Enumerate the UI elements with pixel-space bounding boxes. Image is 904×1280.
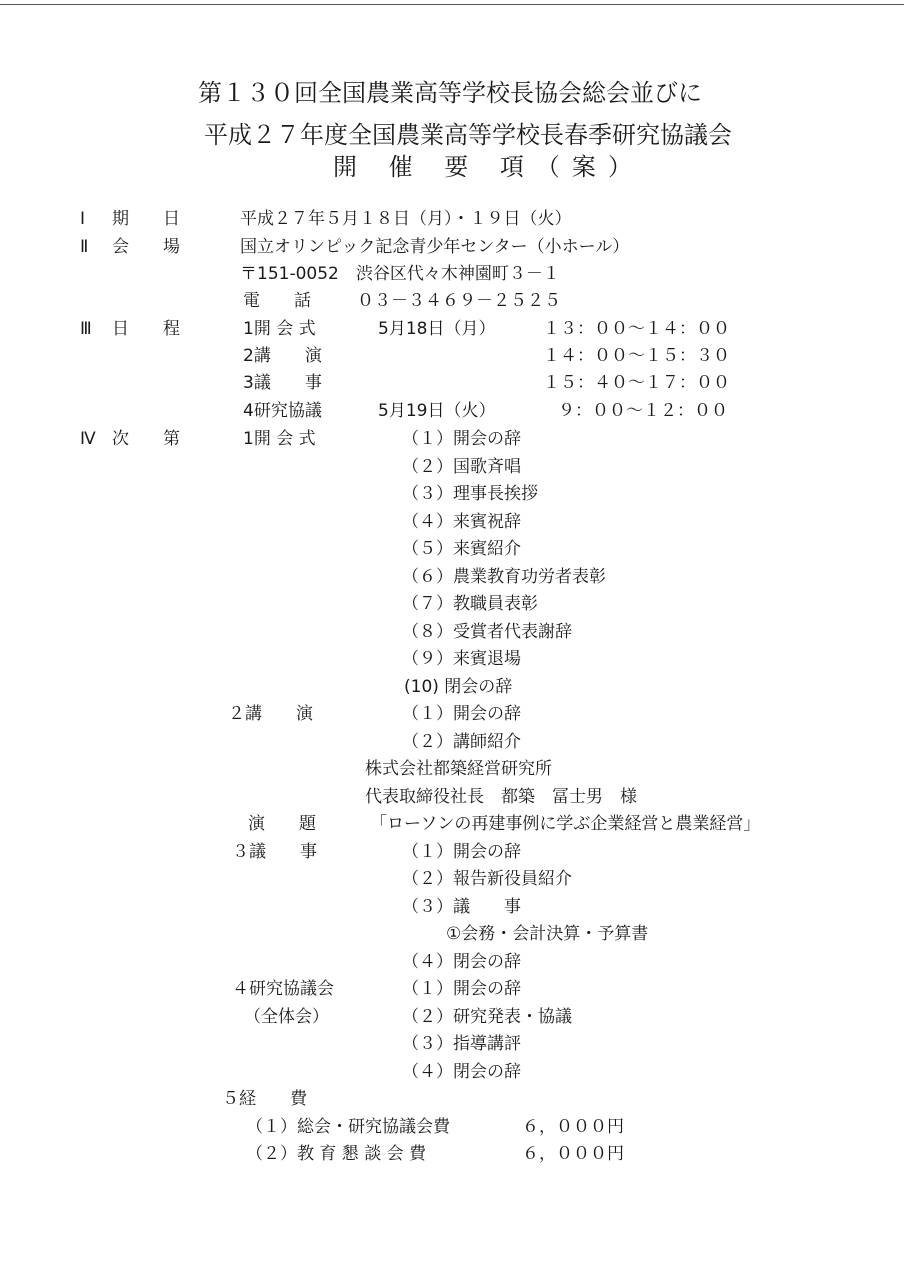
list-item: （６）農業教育功労者表彰 — [402, 567, 606, 587]
list-item: （４）閉会の辞 — [402, 952, 521, 972]
top-border-line — [0, 4, 904, 5]
title-line-1: 第１３０回全国農業高等学校長協会総会並びに — [198, 79, 702, 107]
expense-amount: ６，０００円 — [522, 1144, 624, 1164]
list-item: （３）理事長挨拶 — [402, 484, 538, 504]
lecture-company: 株式会社都築経営研究所 — [365, 759, 552, 779]
venue-name: 国立オリンピック記念青少年センター（小ホール） — [240, 237, 630, 257]
section-1-label: 期 日 — [112, 209, 180, 229]
schedule-time: ９：００～１２：００ — [558, 401, 728, 421]
list-item: （２）報告新役員紹介 — [402, 869, 572, 889]
section-2-number: Ⅱ — [80, 237, 89, 257]
schedule-item: 2講 演 — [243, 346, 322, 366]
list-item: （９）来賓退場 — [402, 649, 521, 669]
list-item: （３）議 事 — [402, 897, 521, 917]
list-item: （１）開会の辞 — [402, 842, 521, 862]
list-item: (10) 閉会の辞 — [404, 677, 513, 697]
lecture-heading: ２講 演 — [228, 704, 313, 724]
section-1-number: Ⅰ — [80, 209, 86, 229]
opening-heading: 1開 会 式 — [243, 429, 316, 449]
lecture-topic-label: 演 題 — [248, 814, 316, 834]
expense-label: （２）教 育 懇 談 会 費 — [246, 1144, 427, 1164]
expense-amount: ６，０００円 — [522, 1117, 624, 1137]
list-item: （４）来賓祝辞 — [402, 512, 521, 532]
title-line-2: 平成２７年度全国農業高等学校長春季研究協議会 — [204, 121, 732, 149]
section-2-label: 会 場 — [112, 237, 180, 257]
tel-label: 電 話 — [243, 291, 311, 311]
expense-label: （１）総会・研究協議会費 — [246, 1117, 450, 1137]
section-3-number: Ⅲ — [80, 319, 92, 339]
list-item: （４）閉会の辞 — [402, 1062, 521, 1082]
schedule-time: １４：００～１５：３０ — [543, 346, 730, 366]
research-subheading: （全体会） — [244, 1007, 329, 1027]
list-item: （２）国歌斉唱 — [402, 457, 521, 477]
list-item: （１）開会の辞 — [402, 979, 521, 999]
lecture-speaker: 代表取締役社長 都築 冨士男 様 — [365, 787, 637, 807]
list-item: （２）研究発表・協議 — [402, 1007, 572, 1027]
lecture-topic: 「ローソンの再建事例に学ぶ企業経営と農業経営」 — [370, 814, 761, 834]
list-item: （２）講師紹介 — [402, 732, 521, 752]
schedule-item: 4研究協議 — [243, 401, 322, 421]
schedule-date: 5月19日（火） — [378, 401, 496, 421]
list-item: （３）指導講評 — [402, 1034, 521, 1054]
list-item: （７）教職員表彰 — [402, 594, 538, 614]
tel-number: ０３－３４６９－２５２５ — [357, 291, 561, 311]
list-item: （５）来賓紹介 — [402, 539, 521, 559]
list-item: （１）開会の辞 — [402, 704, 521, 724]
section-4-label: 次 第 — [112, 429, 180, 449]
list-subitem: ①会務・会計決算・予算書 — [446, 924, 649, 944]
section-4-number: Ⅳ — [80, 429, 96, 449]
agenda-heading: ３議 事 — [232, 842, 317, 862]
title-line-3: 開 催 要 項（案） — [333, 153, 644, 181]
research-heading: ４研究協議会 — [232, 979, 334, 999]
schedule-date: 5月18日（月） — [378, 319, 496, 339]
schedule-item: 3議 事 — [243, 373, 322, 393]
list-item: （１）開会の辞 — [402, 429, 521, 449]
section-1-value: 平成２７年５月１８日（月）・１９日（火） — [240, 209, 572, 229]
schedule-time: １３：００～１４：００ — [543, 319, 730, 339]
schedule-item: 1開 会 式 — [243, 319, 316, 339]
list-item: （８）受賞者代表謝辞 — [402, 622, 572, 642]
section-3-label: 日 程 — [112, 319, 180, 339]
expenses-heading: ５経 費 — [222, 1089, 307, 1109]
venue-address: 〒151-0052 渋谷区代々木神園町３－１ — [240, 264, 560, 284]
schedule-time: １５：４０～１７：００ — [543, 373, 730, 393]
